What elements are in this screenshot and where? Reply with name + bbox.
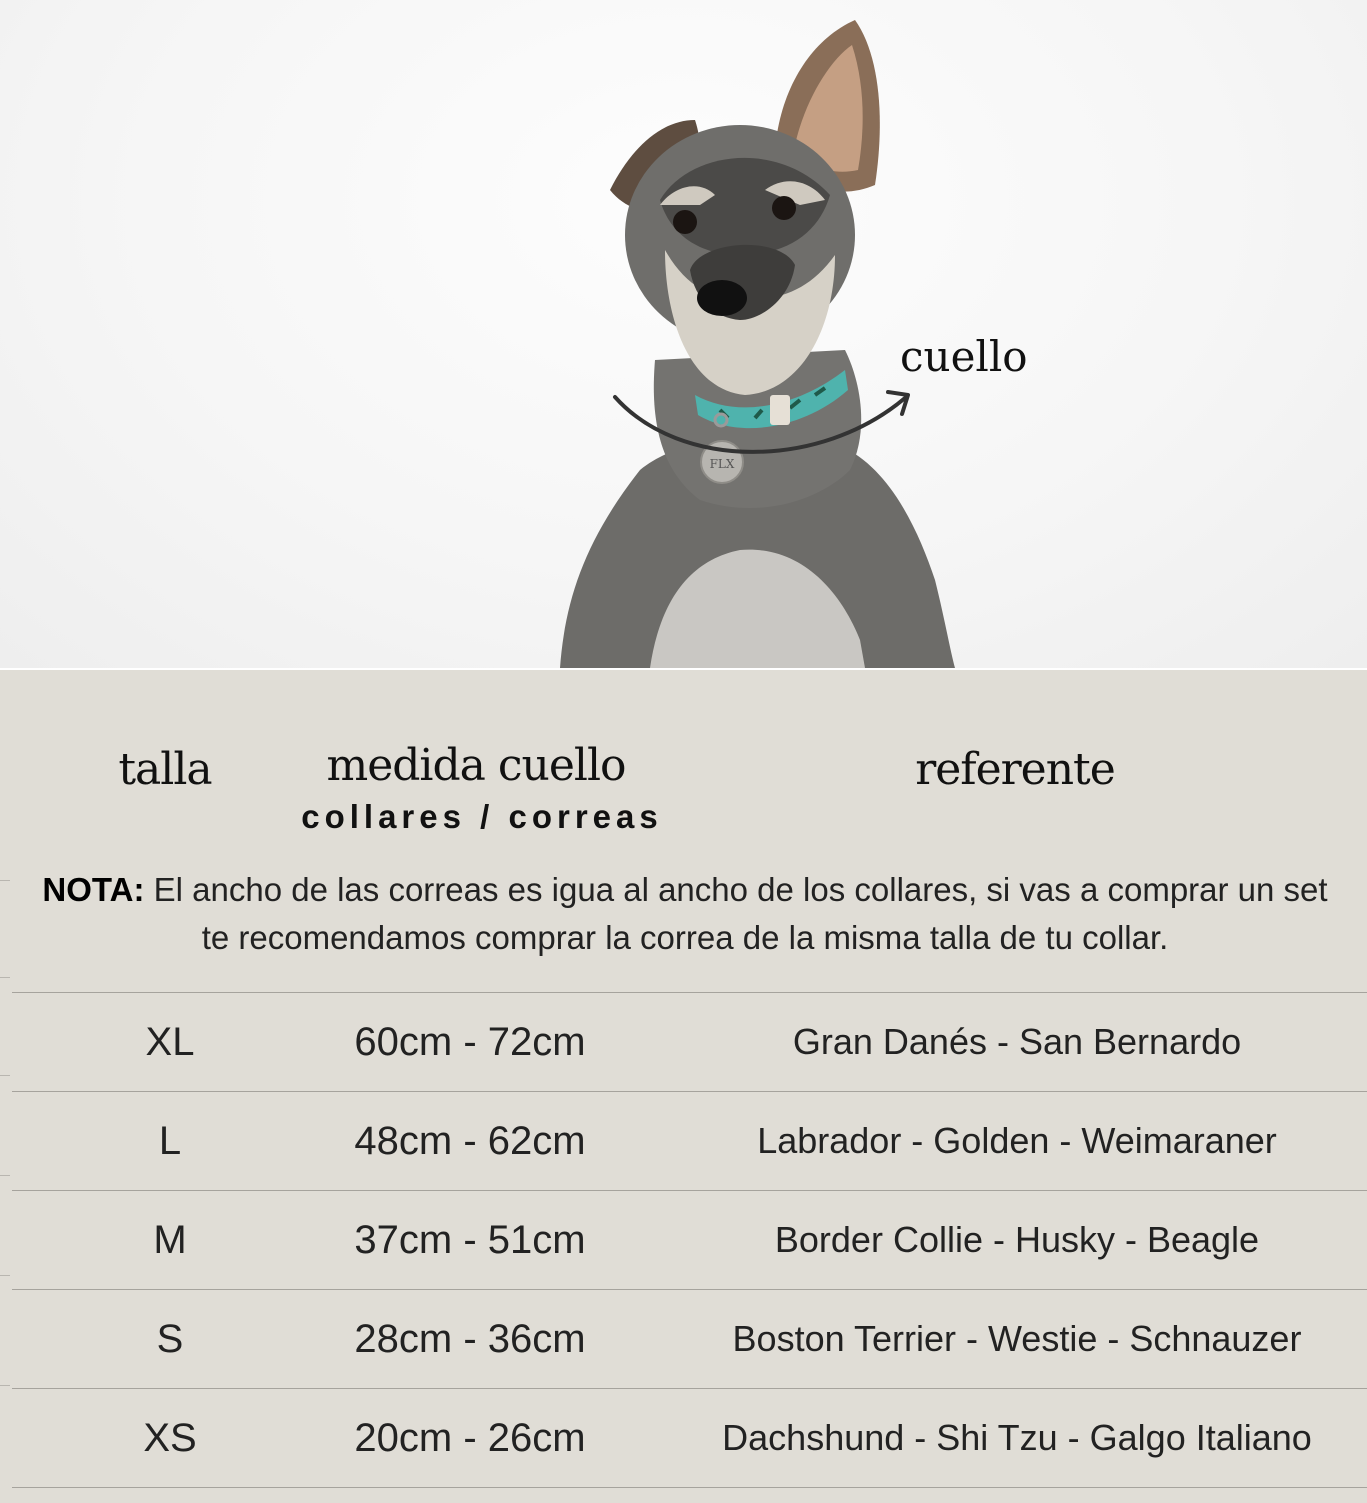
range-cell: 28cm - 36cm [354, 1317, 586, 1361]
range-cell: 60cm - 72cm [354, 1020, 586, 1064]
edge-tick [0, 1175, 10, 1176]
size-cell: M [153, 1218, 187, 1262]
dog-photo [0, 0, 1367, 668]
reference-cell: Gran Danés - San Bernardo [792, 1021, 1242, 1062]
edge-tick [0, 880, 10, 881]
reference-cell: Labrador - Golden - Weimaraner [757, 1120, 1277, 1161]
edge-tick [0, 1075, 10, 1076]
table-row [12, 1091, 1367, 1190]
schnauzer-illustration [0, 0, 1367, 668]
table-row [12, 1289, 1367, 1388]
table-row [12, 992, 1367, 1091]
header-neck-measure: medida cuello [326, 740, 626, 791]
reference-cell: Border Collie - Husky - Beagle [774, 1219, 1260, 1260]
reference-cell: Dachshund - Shi Tzu - Galgo Italiano [722, 1417, 1312, 1458]
header-neck-measure-sub: collares / correas [301, 798, 663, 835]
note [30, 866, 1340, 962]
range-cell: 20cm - 26cm [354, 1416, 586, 1460]
range-cell: 37cm - 51cm [354, 1218, 586, 1262]
edge-tick [0, 1385, 10, 1386]
edge-tick [0, 977, 10, 978]
table-row [12, 1190, 1367, 1289]
size-chart [0, 670, 1367, 1503]
size-cell: XS [143, 1416, 197, 1460]
size-cell: L [158, 1119, 182, 1163]
size-cell: S [156, 1317, 184, 1361]
range-cell: 48cm - 62cm [354, 1119, 586, 1163]
edge-tick [0, 1275, 10, 1276]
tag-text: FLX [709, 457, 735, 471]
reference-cell: Boston Terrier - Westie - Schnauzer [732, 1318, 1302, 1359]
table-row [12, 1388, 1367, 1488]
neck-label: cuello [900, 332, 1028, 381]
header-size: talla [118, 744, 212, 795]
note-text: El ancho de las correas es igua al ancho de los collares, si vas a comprar un set te recomendamos comprar la correa de la misma talla de tu collar. [144, 871, 1328, 956]
header-reference: referente [915, 744, 1115, 795]
note-label: NOTA: [42, 871, 145, 908]
size-cell: XL [145, 1020, 195, 1064]
size-table [12, 992, 1367, 1488]
